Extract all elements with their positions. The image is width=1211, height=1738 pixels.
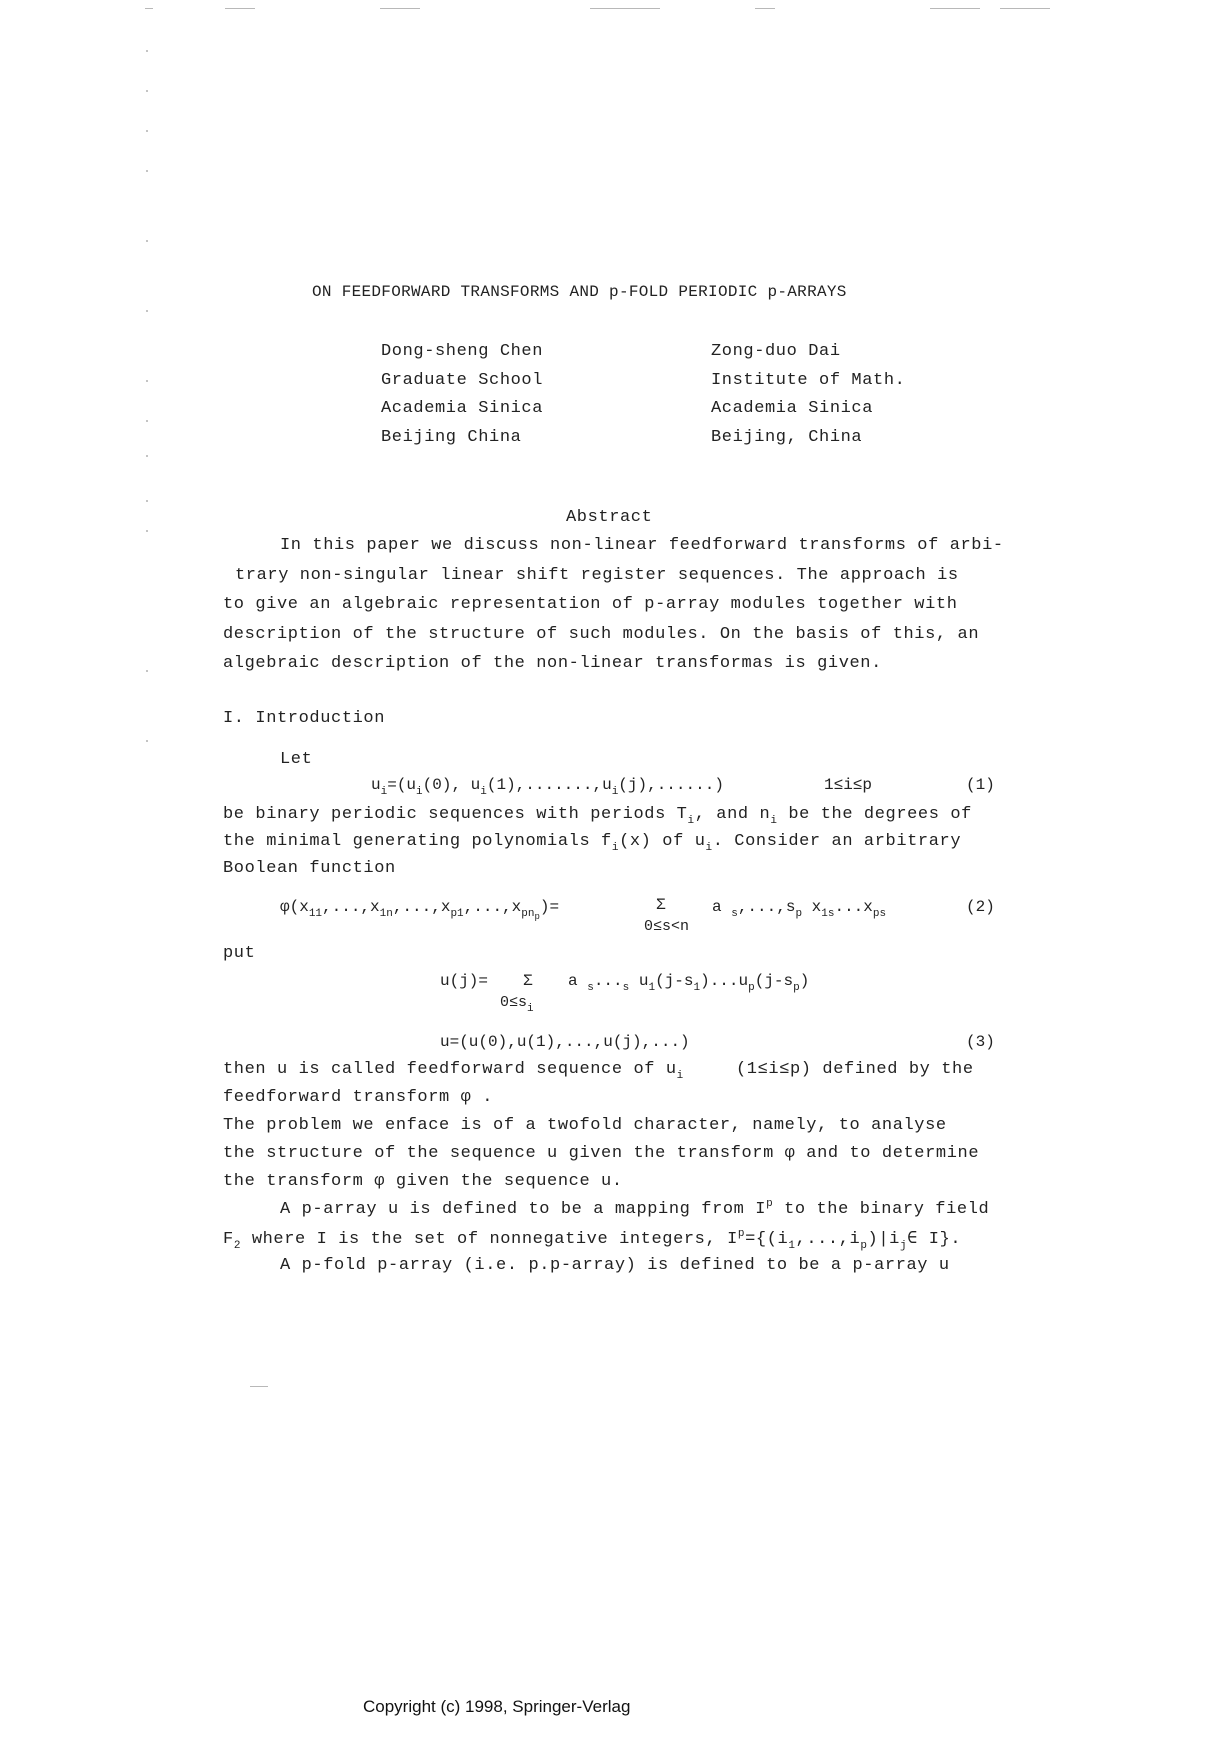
body-line: Boolean function bbox=[223, 859, 396, 878]
scan-artifact bbox=[146, 310, 148, 312]
body-line: A p-fold p-array (i.e. p.p-array) is defined to be a p-array u bbox=[280, 1256, 950, 1275]
body-line: the minimal generating polynomials $f_i(x)$ of $u_i$. Consider an arbitrary bbox=[223, 832, 962, 854]
equation-3b: u=(u(0),u(1),...,u(j),...) bbox=[440, 1033, 690, 1051]
scan-artifact bbox=[145, 8, 153, 9]
equation-3a-lhs: u(j)= bbox=[440, 972, 489, 990]
section-heading: I. Introduction bbox=[223, 709, 386, 728]
scan-artifact bbox=[146, 670, 148, 672]
body-line: then u is called feedforward sequence of $u_i$ bbox=[223, 1060, 684, 1082]
scan-artifact bbox=[146, 240, 148, 242]
equation-2-number: (2) bbox=[966, 898, 995, 916]
scan-artifact bbox=[146, 90, 148, 92]
scan-artifact bbox=[146, 130, 148, 132]
author-2-block bbox=[711, 338, 905, 452]
scan-artifact bbox=[225, 8, 255, 9]
equation-3-number: (3) bbox=[966, 1033, 995, 1051]
abstract-heading: Abstract bbox=[566, 508, 653, 527]
scan-artifact bbox=[146, 500, 148, 502]
body-line: (1≤i≤p) defined by the bbox=[736, 1060, 974, 1079]
abstract-line: algebraic description of the non-linear transformas is given. bbox=[223, 654, 882, 673]
abstract-line: In this paper we discuss non-linear feedforward transforms of arbi- bbox=[280, 536, 1004, 555]
equation-1-number: (1) bbox=[966, 776, 995, 794]
body-line: the structure of the sequence u given the transform φ and to determine bbox=[223, 1144, 980, 1163]
author-2-org: Academia Sinica bbox=[711, 399, 874, 418]
scan-artifact bbox=[1000, 8, 1050, 9]
equation-1-condition: 1≤i≤p bbox=[824, 776, 873, 794]
scan-artifact bbox=[930, 8, 980, 9]
equation-1: $u_i=(u_i(0)$, $u_i(1),.......,u_i(j)$,......) bbox=[371, 776, 724, 798]
scan-artifact bbox=[146, 380, 148, 382]
author-1-org: Academia Sinica bbox=[381, 399, 544, 418]
author-2-dept: Institute of Math. bbox=[711, 370, 906, 390]
let-text: Let bbox=[280, 750, 313, 769]
author-2-name: Zong-duo Dai bbox=[711, 342, 841, 361]
copyright-notice: Copyright (c) 1998, Springer-Verlag bbox=[363, 1697, 631, 1716]
scan-artifact bbox=[146, 740, 148, 742]
paper-title: ON FEEDFORWARD TRANSFORMS AND p-FOLD PERIODIC p-ARRAYS bbox=[312, 283, 847, 301]
body-line: be binary periodic sequences with periods $T_i$, and $n_i$ be the degrees of bbox=[223, 805, 972, 827]
scan-artifact bbox=[380, 8, 420, 9]
author-1-city: Beijing China bbox=[381, 427, 522, 447]
author-1-name: Dong-sheng Chen bbox=[381, 342, 544, 361]
equation-3a-range: $0\le s_i$ bbox=[500, 994, 534, 1015]
equation-3a-sigma: Σ bbox=[523, 972, 533, 990]
body-line: feedforward transform φ . bbox=[223, 1088, 494, 1107]
put-text: put bbox=[223, 944, 256, 963]
scan-artifact bbox=[146, 455, 148, 457]
scan-artifact bbox=[755, 8, 775, 9]
equation-2-terms: a $_s,...,s_p$ $x_{1s}...x_{ps}$ bbox=[712, 898, 887, 920]
scan-artifact bbox=[590, 8, 660, 9]
body-line: The problem we enface is of a twofold character, namely, to analyse bbox=[223, 1116, 947, 1135]
abstract-line: to give an algebraic representation of p-array modules together with bbox=[223, 595, 958, 614]
author-2-city: Beijing, China bbox=[711, 427, 863, 447]
body-line: the transform φ given the sequence u. bbox=[223, 1172, 623, 1191]
body-line: $F_2$ where I is the set of nonnegative integers, $I^p=\{(i_1,...,i_p)|i_j\in$ I}. bbox=[223, 1228, 962, 1252]
equation-2-sigma: Σ bbox=[656, 896, 666, 914]
scan-artifact bbox=[146, 420, 148, 422]
author-1-block bbox=[381, 338, 543, 452]
scan-artifact bbox=[146, 50, 148, 52]
equation-3a-terms: a $_s..._s$ $u_1(j-s_1)...u_p(j-s_p)$ bbox=[568, 972, 810, 994]
author-1-dept: Graduate School bbox=[381, 370, 544, 390]
scan-artifact bbox=[146, 530, 148, 532]
scan-artifact bbox=[146, 170, 148, 172]
body-line: A p-array u is defined to be a mapping from $I^p$ to the binary field bbox=[280, 1198, 990, 1219]
equation-2-range: 0≤s<n bbox=[644, 918, 690, 935]
equation-2: $\varphi(x_{11},...,x_{1n},...,x_{p1},...,x_{pn_p})=$ bbox=[280, 898, 560, 922]
abstract-line: trary non-singular linear shift register sequences. The approach is bbox=[235, 566, 959, 585]
scan-artifact bbox=[250, 1386, 268, 1387]
abstract-line: description of the structure of such modules. On the basis of this, an bbox=[223, 625, 980, 644]
